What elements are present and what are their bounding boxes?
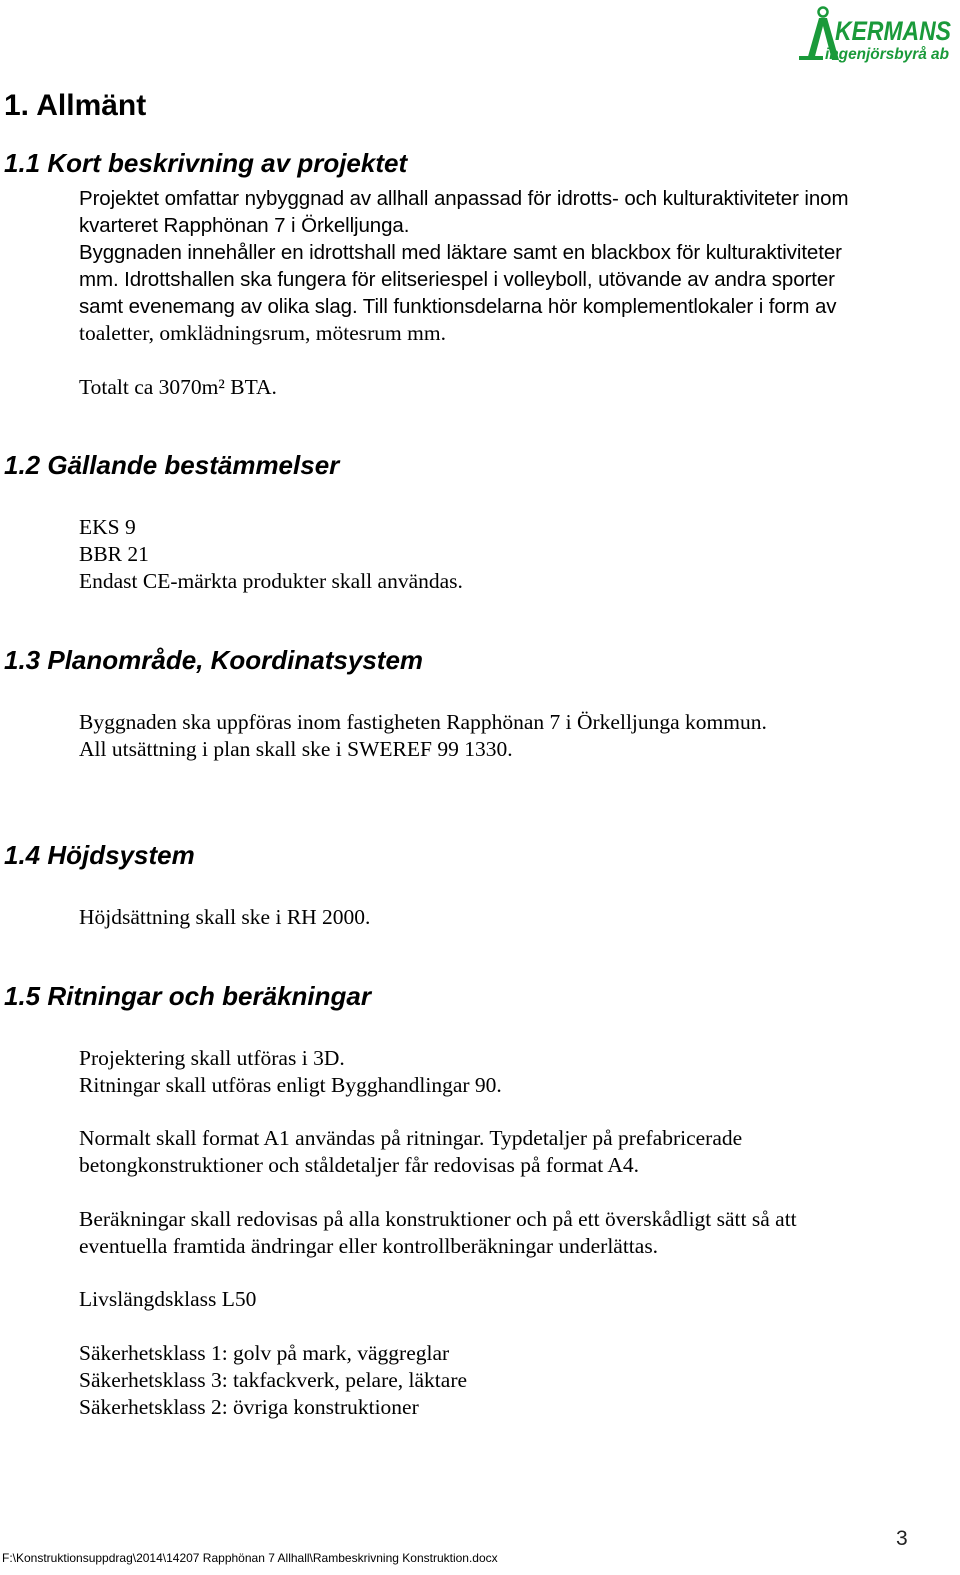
section-heading-1-2: 1.2 Gällande bestämmelser: [4, 450, 340, 480]
footer-file-path: F:\Konstruktionsuppdrag\2014\14207 Rapphönan 7 Allhall\Rambeskrivning Konstruktion.docx: [2, 1551, 498, 1565]
paragraph-line: Säkerhetsklass 1: golv på mark, väggreglar: [79, 1341, 450, 1365]
paragraph-line: Endast CE-märkta produkter skall användas.: [79, 569, 463, 593]
paragraph-line: Säkerhetsklass 3: takfackverk, pelare, läktare: [79, 1368, 468, 1392]
section-heading-1-5: 1.5 Ritningar och beräkningar: [4, 981, 371, 1011]
paragraph-line: Normalt skall format A1 användas på ritningar. Typdetaljer på prefabricerade: [79, 1126, 743, 1150]
paragraph-line: samt evenemang av olika slag. Till funktionsdelarna hör komplementlokaler i form av: [79, 295, 837, 318]
svg-text:ingenjörsbyrå ab: ingenjörsbyrå ab: [825, 46, 954, 63]
paragraph-line: toaletter, omklädningsrum, mötesrum mm.: [79, 321, 446, 345]
akermans-logo: [797, 4, 953, 64]
paragraph-line: Projektering skall utföras i 3D.: [79, 1046, 345, 1070]
paragraph-line: Beräkningar skall redovisas på alla konstruktioner och på ett överskådligt sätt så att: [79, 1207, 797, 1231]
section-heading-1-3: 1.3 Planområde, Koordinatsystem: [4, 645, 424, 675]
paragraph-line: Byggnaden ska uppföras inom fastigheten Rapphönan 7 i Örkelljunga kommun.: [79, 710, 767, 734]
paragraph-line: Ritningar skall utföras enligt Bygghandlingar 90.: [79, 1073, 502, 1097]
paragraph-line: Höjdsättning skall ske i RH 2000.: [79, 905, 371, 929]
paragraph-line: Byggnaden innehåller en idrottshall med läktare samt en blackbox för kulturaktiviteter: [79, 241, 842, 264]
paragraph-line: Livslängdsklass L50: [79, 1287, 257, 1311]
paragraph-line: All utsättning i plan skall ske i SWEREF 99 1330.: [79, 737, 513, 761]
paragraph-line: BBR 21: [79, 542, 149, 566]
paragraph-line: betongkonstruktioner och ståldetaljer får redovisas på format A4.: [79, 1153, 640, 1177]
section-heading-1-4: 1.4 Höjdsystem: [4, 840, 195, 870]
paragraph-line: eventuella framtida ändringar eller kontrollberäkningar underlättas.: [79, 1234, 659, 1258]
paragraph-line: EKS 9: [79, 515, 136, 539]
paragraph-line: Totalt ca 3070m² BTA.: [79, 375, 277, 399]
paragraph-line: Säkerhetsklass 2: övriga konstruktioner: [79, 1395, 419, 1419]
paragraph-line: mm. Idrottshallen ska fungera för elitseriespel i volleyboll, utövande av andra sporter: [79, 268, 835, 291]
page-title: 1. Allmänt: [4, 89, 147, 122]
paragraph-line: Projektet omfattar nybyggnad av allhall anpassad för idrotts- och kulturaktiviteter inom: [79, 187, 849, 210]
section-heading-1-1: 1.1 Kort beskrivning av projektet: [4, 148, 408, 178]
svg-text:KERMANS: KERMANS: [835, 16, 951, 46]
page-number: 3: [896, 1527, 908, 1550]
paragraph-line: kvarteret Rapphönan 7 i Örkelljunga.: [79, 214, 410, 237]
